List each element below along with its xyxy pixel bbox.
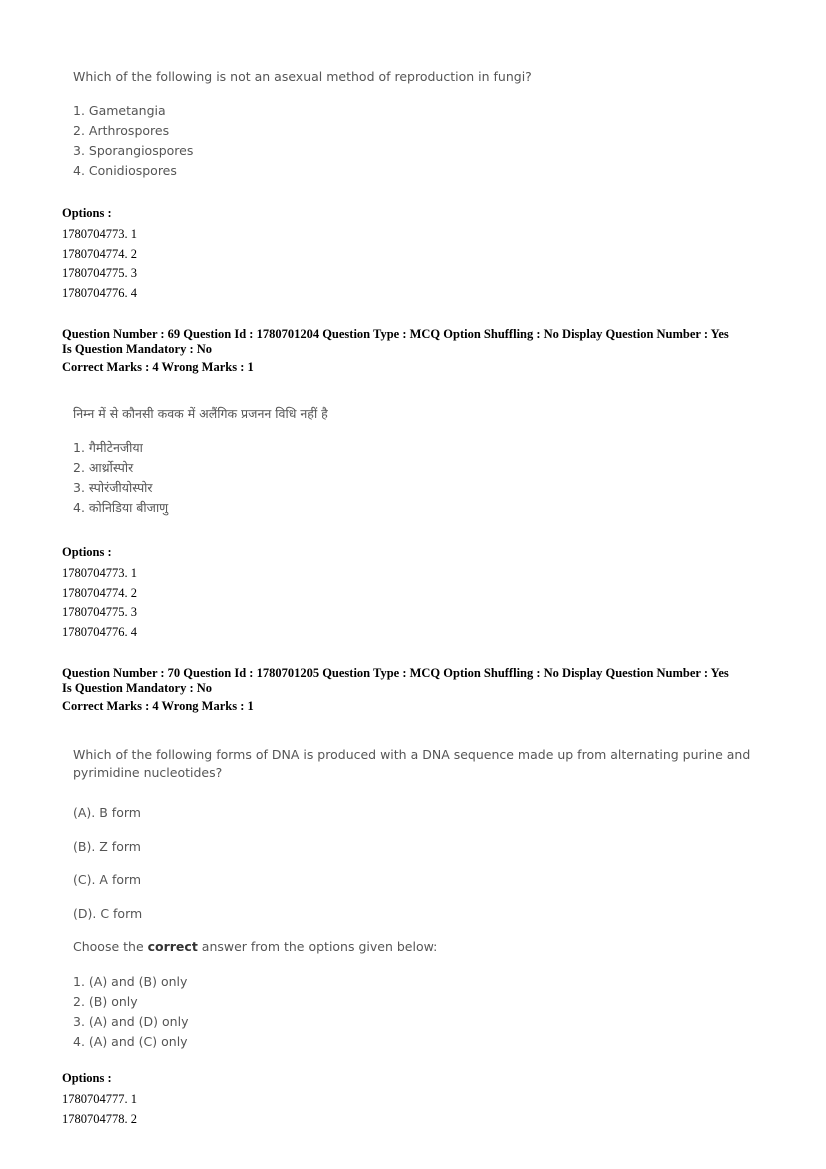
q70-header-line-3: Correct Marks : 4 Wrong Marks : 1 bbox=[62, 699, 254, 713]
q70-options-list bbox=[62, 1070, 137, 1129]
q69-choice-1: 1. गैमीटेनजीया bbox=[73, 440, 143, 455]
q70-instruction-pre: Choose the bbox=[73, 939, 148, 954]
q68-options-title: Options : bbox=[62, 206, 112, 220]
q70-header-line-2: Is Question Mandatory : No bbox=[62, 681, 213, 695]
q69-option-2: 1780704774. 2 bbox=[62, 585, 137, 600]
q70-options-title: Options : bbox=[62, 1071, 112, 1085]
q69-option-1: 1780704773. 1 bbox=[62, 566, 137, 580]
q68-question-text: Which of the following is not an asexual method of reproduction in fungi? bbox=[73, 69, 532, 84]
q70-statement-d: (D). C form bbox=[73, 905, 143, 921]
q70-statement-c: (C). A form bbox=[73, 872, 142, 887]
q68-question-image bbox=[73, 68, 532, 181]
q70-question-text-line-2: pyrimidine nucleotides? bbox=[73, 765, 223, 780]
q70-choice-2: 2. (B) only bbox=[73, 993, 138, 1009]
q70-statement-b: (B). Z form bbox=[73, 838, 141, 854]
q69-choice-3: 3. स्पोरंजीयोस्पोर bbox=[73, 480, 153, 495]
q69-header bbox=[62, 327, 729, 375]
q69-options-title: Options : bbox=[62, 545, 112, 559]
q69-choice-4: 4. कोनिडिया बीजाणु bbox=[73, 500, 169, 515]
q69-question-image bbox=[73, 405, 328, 518]
q68-option-3: 1780704775. 3 bbox=[62, 266, 137, 281]
q70-question-image bbox=[73, 746, 750, 1052]
q69-option-3: 1780704775. 3 bbox=[62, 605, 137, 620]
q69-header-line-2: Is Question Mandatory : No bbox=[62, 342, 213, 356]
q69-option-4: 1780704776. 4 bbox=[62, 624, 137, 639]
q68-option-1: 1780704773. 1 bbox=[62, 227, 137, 241]
q70-header-line-1: Question Number : 70 Question Id : 1780701205 Question Type : MCQ Option Shuffling : No Display Question Number : Yes bbox=[62, 666, 729, 680]
q70-statement-a: (A). B form bbox=[73, 805, 141, 820]
q68-choice-2: 2. Arthrospores bbox=[73, 123, 170, 138]
q70-choice-3: 3. (A) and (D) only bbox=[73, 1013, 189, 1029]
q70-choice-1: 1. (A) and (B) only bbox=[73, 973, 188, 989]
q68-option-2: 1780704774. 2 bbox=[62, 246, 137, 261]
q68-options-list bbox=[62, 205, 137, 303]
q69-choice-2: 2. आर्थ्रोस्पोर bbox=[73, 460, 134, 475]
q70-choice-4: 4. (A) and (C) only bbox=[73, 1033, 188, 1049]
q70-option-1: 1780704777. 1 bbox=[62, 1092, 137, 1106]
q69-header-line-3: Correct Marks : 4 Wrong Marks : 1 bbox=[62, 360, 254, 374]
q69-header-line-1: Question Number : 69 Question Id : 1780701204 Question Type : MCQ Option Shuffling : No Display Question Number : Yes bbox=[62, 327, 729, 341]
q70-instruction bbox=[73, 930, 750, 964]
q68-choice-3: 3. Sporangiospores bbox=[73, 143, 194, 158]
q70-instruction-post: answer from the options given below: bbox=[197, 939, 438, 954]
q69-options-list bbox=[62, 544, 137, 642]
q68-choice-4: 4. Conidiospores bbox=[73, 163, 177, 178]
q69-question-text: निम्न में से कौनसी कवक में अलैंगिक प्रजनन विधि नहीं है bbox=[73, 406, 328, 421]
q70-header bbox=[62, 666, 729, 714]
q70-option-2: 1780704778. 2 bbox=[62, 1111, 137, 1126]
q68-option-4: 1780704776. 4 bbox=[62, 285, 137, 300]
q70-question-text-line-1: Which of the following forms of DNA is produced with a DNA sequence made up from alternating purine and bbox=[73, 747, 751, 762]
q70-instruction-bold: correct bbox=[147, 939, 198, 954]
q68-choice-1: 1. Gametangia bbox=[73, 103, 166, 118]
